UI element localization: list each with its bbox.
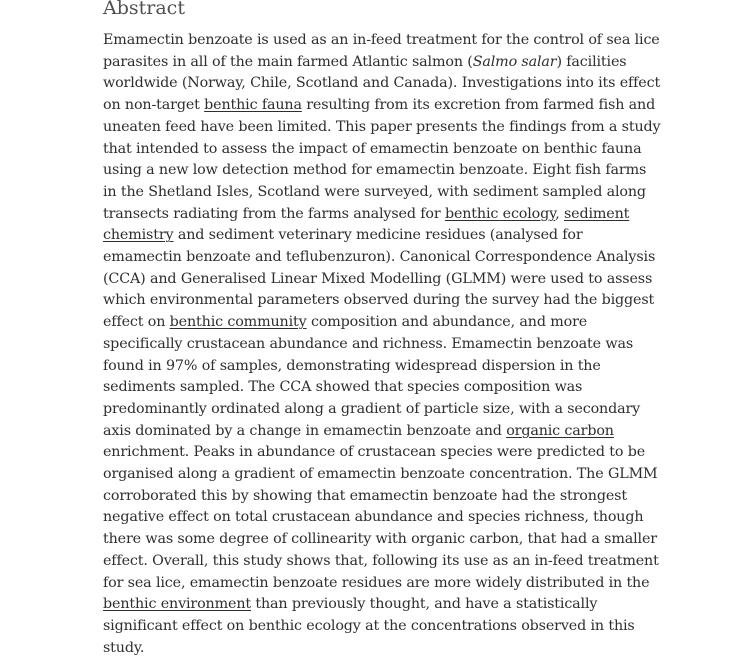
abstract-text-segment: Emamectin benzoate is used as an in-feed treatment for the control of sea lice parasites in all of the main farmed Atlantic salmon (	[103, 32, 660, 70]
topic-link-organic-carbon[interactable]: organic carbon	[506, 422, 614, 439]
abstract-text-segment: ) facilities worldwide (Norway, Chile, Scotland and Canada). Investigations into its effect on non-target	[103, 53, 661, 114]
topic-link-benthic-fauna[interactable]: benthic fauna	[204, 97, 302, 114]
abstract-text-segment: resulting from its excretion from farmed fish and uneaten feed have been limited. This paper presents the findings from a study that intended to assess the impact of emamectin benzoate on benthic fauna using a new low detection method for emamectin benzoate. Eight fish farms in the Shetland Isles, Scotland were surveyed, with sediment sampled along transects radiating from the farms analysed for	[103, 97, 661, 222]
topic-link-benthic-ecology[interactable]: benthic ecology	[444, 205, 556, 222]
species-name: Salmo salar	[472, 53, 557, 70]
topic-link-sediment-chemistry[interactable]: sediment chemistry	[103, 205, 630, 244]
abstract-text-segment: and sediment veterinary medicine residues (analysed for emamectin benzoate and teflubenzuron). Canonical Correspondence Analysis (CCA) and Generalised Linear Mixed Modelling (GLMM) were used to assess which environmental parameters observed during the survey had the biggest effect on	[103, 227, 656, 331]
abstract-section	[103, 0, 663, 659]
topic-link-benthic-community[interactable]: benthic community	[169, 314, 307, 331]
abstract-heading: Abstract	[103, 0, 185, 19]
topic-link-benthic-environment[interactable]: benthic environment	[103, 596, 251, 613]
abstract-text-segment: ,	[555, 205, 564, 222]
abstract-paragraph	[103, 30, 663, 659]
abstract-text-segment: than previously thought, and have a statistically significant effect on benthic ecology at the concentrations observed in this study.	[103, 596, 635, 656]
abstract-text-segment: composition and abundance, and more specifically crustacean abundance and richness. Emamectin benzoate was found in 97% of samples, demonstrating widespread dispersion in the sediments sampled. The CCA showed that species composition was predominantly ordinated along a gradient of particle size, with a secondary axis dominated by a change in emamectin benzoate and	[103, 314, 641, 439]
abstract-text-segment: enrichment. Peaks in abundance of crustacean species were predicted to be organised along a gradient of emamectin benzoate concentration. The GLMM corroborated this by showing that emamectin benzoate had the strongest negative effect on total crustacean abundance and species richness, though there was some degree of collinearity with organic carbon, that had a smaller effect. Overall, this study shows that, following its use as an in-feed treatment for sea lice, emamectin benzoate residues are more widely distributed in the	[103, 444, 659, 591]
